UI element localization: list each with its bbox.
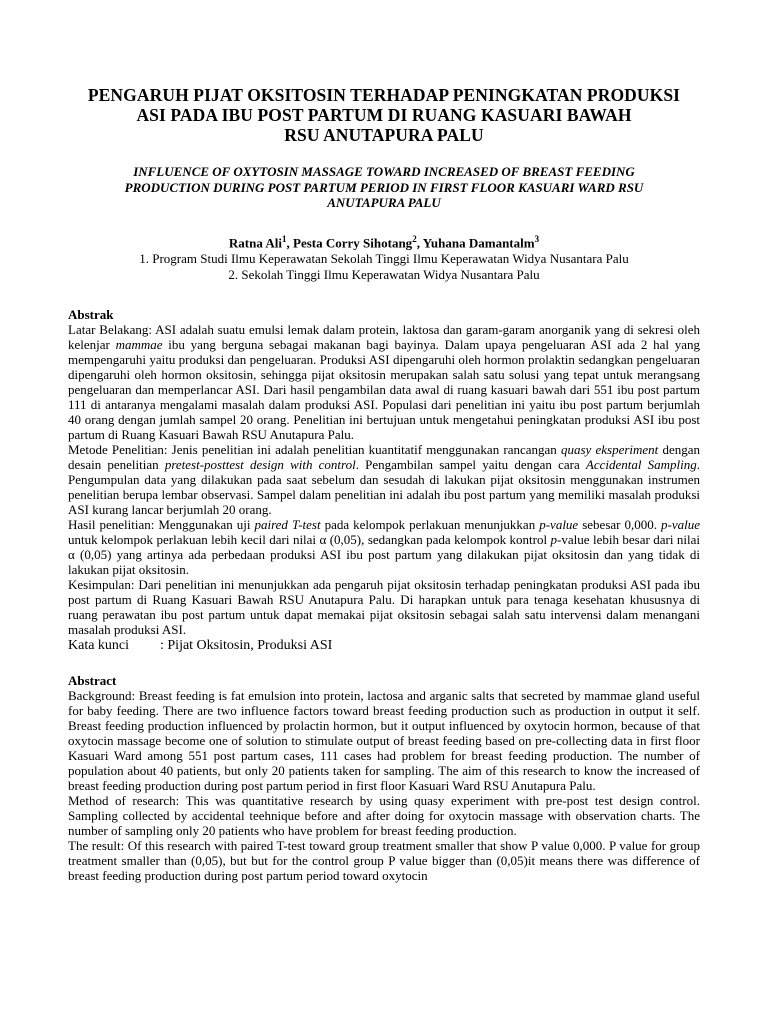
affiliation-1: 1. Program Studi Ilmu Keperawatan Sekolah Tinggi Ilmu Keperawatan Widya Nusantara Palu xyxy=(139,250,629,266)
author-2: Pesta Corry Sihotang xyxy=(293,234,413,250)
title-indonesian xyxy=(68,85,700,145)
title-en-line: ANUTAPURA PALU xyxy=(327,195,441,210)
metode-paragraph: Metode Penelitian: Jenis penelitian ini adalah penelitian kuantitatif menggunakan rancangan quasy eksperiment dengan desain penelitian pretest-posttest design with control. Pengambilan sampel yaitu dengan cara Accidental Sampling. Pengumpulan data yang dilakukan pada saat sebelum dan sesudah di lakukan pijat oksitosin menggunakan instrumen penelitian berupa lembar observasi. Sampel dalam penelitian ini adalah ibu post partum yang memiliki masalah produksi ASI kurang lancar berjumlah 20 orang. xyxy=(68,441,701,517)
abstrak-section xyxy=(68,307,700,655)
kata-kunci-label: Kata kunci xyxy=(68,637,130,653)
title-english xyxy=(68,164,700,211)
author-3: Yuhana Damantalm xyxy=(422,234,535,250)
kata-kunci-value: : Pijat Oksitosin, Produksi ASI xyxy=(160,637,333,653)
method-paragraph: Method of research: This was quantitative research by using quasy experiment with pre-post test design control. Sampling collected by accidental teehnique before and after doing for oxytocin massage with observation charts. The number of sampling only 20 patients who have problem for breast feeding production. xyxy=(68,792,700,838)
author-2-affil: 2 xyxy=(412,233,417,244)
latar-belakang-paragraph: Latar Belakang: ASI adalah suatu emulsi lemak dalam protein, laktosa dan garam-garam anorganik yang di sekresi oleh kelenjar mammae ibu yang berguna sebagai makanan bagi bayinya. Dalam upaya pengeluaran ASI ada 2 hal yang mempengaruhi yaitu produksi dan pengeluaran. Produksi ASI dipengaruhi oleh hormon prolaktin sedangkan pengeluaran dipengaruhi oleh hormon oksitosin, sehingga pijat oksitosin merupakan salah satu solusi yang tepat untuk merangsang pengeluaran dan memperlancar ASI. Dari hasil pengambilan data awal di ruang kasuari bawah dari 551 ibu post partum 111 di antaranya mengalami masalah dalam produksi ASI. Populasi dari penelitian ini yaitu ibu post partum berjumlah 40 orang dengan jumlah sampel 20 orang. Penelitian ini bertujuan untuk mengetahui peningkatan produksi ASI ibu post partum di Ruang Kasuari Bawah RSU Anutapura Palu. xyxy=(68,321,700,442)
title-en-line: INFLUENCE OF OXYTOSIN MASSAGE TOWARD INCREASED OF BREAST FEEDING xyxy=(133,164,635,179)
abstract-heading: Abstract xyxy=(68,672,117,688)
title-line: PENGARUH PIJAT OKSITOSIN TERHADAP PENINGKATAN PRODUKSI xyxy=(87,85,681,105)
title-en-line: PRODUCTION DURING POST PARTUM PERIOD IN FIRST FLOOR KASUARI WARD RSU xyxy=(124,179,644,195)
author-3-affil: 3 xyxy=(534,233,540,244)
background-paragraph: Background: Breast feeding is fat emulsion into protein, lactosa and arganic salts that secreted by mammae gland useful for baby feeding. There are two influence factors toward breast feeding production such as production in output it self. Breast feeding production influenced by prolactin hormon, but it output influenced by oxytocin hormon, because of that oxytocin massage become one of solution to stimulate output of breast feeding based on pre-collecting data in first floor Kasuari Ward among 551 post partum cases, 111 cases had problem for breast feeding production. The number of population about 40 patients, but only 20 patients taken for sampling. The aim of this research to know the increased of breast feeding production during post partum period in first floor Kasuari Ward RSU Anutapura Palu. xyxy=(68,687,700,793)
abstract-section xyxy=(68,673,700,883)
author-1: Ratna Ali xyxy=(228,234,283,250)
kesimpulan-paragraph: Kesimpulan: Dari penelitian ini menunjukkan ada pengaruh pijat oksitosin terhadap peningkatan produksi ASI pada ibu post partum di Ruang Kasuari Bawah RSU Anutapura Palu. Di harapkan untuk para tenaga kesehatan khususnya di ruang perawatan ibu post partum untuk dapat memakai pijat oksitosin sebagai salah satu intervensi dalam menangani masalah produksi ASI. xyxy=(68,576,700,637)
title-line: RSU ANUTAPURA PALU xyxy=(284,125,484,145)
hasil-paragraph: Hasil penelitian: Menggunakan uji paired T-test pada kelompok perlakuan menunjukkan p-value sebesar 0,000. p-value untuk kelompok perlakuan lebih kecil dari nilai α (0,05), sedangkan pada kelompok kontrol p-value lebih besar dari nilai α (0,05) yang artinya ada perbedaan produksi ASI ibu post partum yang dilakukan pijat oksitosin dan yang tidak di lakukan pijat oksitosin. xyxy=(68,516,701,577)
author-list: Ratna Ali$^1$, Pesta Corry Sihotang$^2$, Yuhana Damantalm$^3$ xyxy=(228,233,540,250)
author-1-affil: 1 xyxy=(282,233,287,244)
title-line: ASI PADA IBU POST PARTUM DI RUANG KASUARI BAWAH xyxy=(136,105,632,125)
result-paragraph: The result: Of this research with paired T-test toward group treatment smaller that show P value 0,000. P value for group treatment smaller than (0,05), but but for the control group P value bigger than (0,05)it means there was difference of breast feeding production during post partum period toward oxytocin xyxy=(68,837,700,883)
abstrak-heading: Abstrak xyxy=(68,306,114,322)
kata-kunci xyxy=(68,637,700,655)
affiliation-2: 2. Sekolah Tinggi Ilmu Keperawatan Widya Nusantara Palu xyxy=(228,266,540,282)
